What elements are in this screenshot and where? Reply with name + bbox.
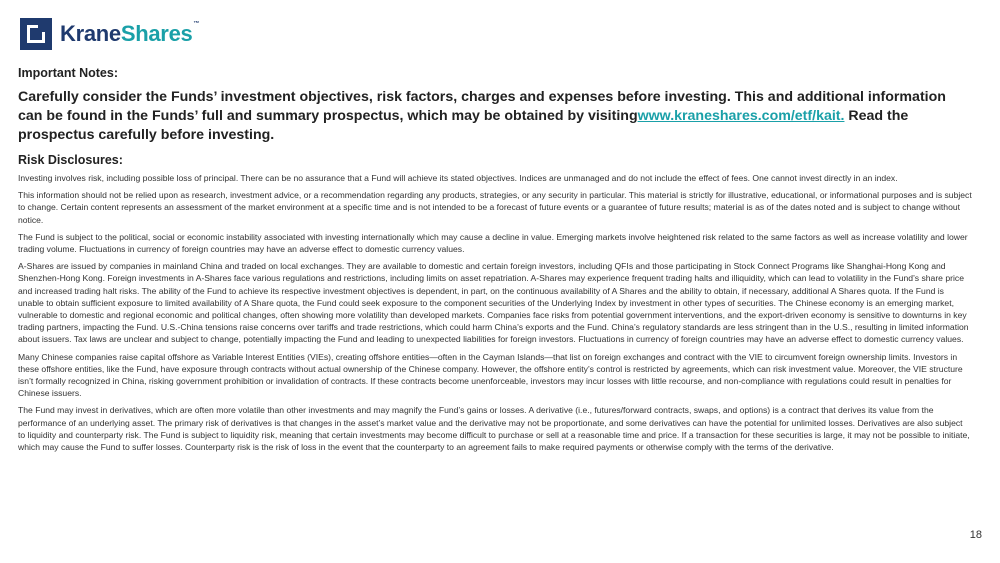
risk-paragraph: The Fund may invest in derivatives, which are often more volatile than other investments and may magnify the Fund’s gains or losses. A derivative (i.e., futures/forward contracts, swaps, and options) is a contract that derives its value from the performance of an underlying asset. The primary risk of derivatives is that changes in the asset’s market value and the derivative may not be proportionate, and some derivatives can have the potential for unlimited losses. Derivatives are also subject to liquidity and counterparty risk. The Fund is subject to liquidity risk, meaning that certain investments may become difficult to purchase or sell at a reasonable time and price. If a transaction for these securities is large, it may not be possible to initiate, which may cause the Fund to suffer losses. Counterparty risk is the risk of loss in the event that the counterparty to an agreement fails to make required payments or otherwise comply with the terms of the derivative. [18, 405, 970, 453]
warning-text-before-link: Carefully consider the Funds’ investment objectives, risk factors, charges and expenses before investing. This and additional information can be found in the Funds’ full and summary prospectus, which may be obtained by visiting [18, 89, 946, 124]
logo-wordmark [60, 21, 199, 47]
logo-brand-part2: Shares [120, 21, 193, 46]
logo [20, 18, 199, 50]
risk-paragraph: Many Chinese companies raise capital offshore as Variable Interest Entities (VIEs), creating offshore entities—often in the Cayman Islands—that list on foreign exchanges and contract with the VIE to circumvent foreign ownership limits. Investors in these offshore entities, like the Fund, have exposure through contracts without actual ownership of the Chinese company. However, the offshore entity’s control is restricted by agreements, which can risk investment value. Moreover, the VIE structure isn’t formally recognized in China, risking government prohibition or invalidation of contracts. If these contracts become unenforceable, investors may incur losses with little recourse, and non-compliance with regulations could result in penalties for Chinese issuers. [18, 351, 963, 399]
kraneshares-logo-icon [20, 18, 52, 50]
prospectus-link[interactable]: www.kraneshares.com/etf/kait. [637, 108, 845, 124]
risk-disclosures-title: Risk Disclosures: [18, 153, 123, 167]
risk-paragraph: The Fund is subject to the political, social or economic instability associated with investing internationally which may cause a decline in value. Emerging markets involve heightened risk related to the same factors as well as increase volatility and lower trading volume. Fluctuations in currency of foreign countries may have an adverse effect to domestic currency values. [18, 231, 968, 255]
disclosure-content [18, 66, 972, 458]
logo-brand-part1: Krane [60, 21, 121, 46]
risk-paragraph: A-Shares are issued by companies in mainland China and traded on local exchanges. They are available to domestic and certain foreign investors, including QFIs and those participating in Stock Connect Programs like Shanghai-Hong Kong and Shenzhen-Hong Kong. Foreign investments in A-Shares face various regulations and restrictions, including limits on asset repatriation. A-Shares may experience frequent trading halts and illiquidity, which can lead to volatility in the Fund’s share price and increased trading halt risks. The ability of the Fund to achieve its respective investment objectives is dependent, in part, on the continuous availability of A Shares and the ability to obtain, if necessary, additional A Shares quota. If the Fund is unable to obtain sufficient exposure to limited availability of A Share quota, the Fund could seek exposure to the component securities of the Underlying Index by investment in other types of securities. The Chinese economy is an emerging market, vulnerable to domestic and regional economic and political changes, often showing more volatility than developed markets. Companies face risks from potential government interventions, and the export-driven economy is sensitive to downturns in key trading partners, impacting the Fund. U.S.-China tensions raise concerns over tariffs and trade restrictions, which could harm China’s exports and the Fund. China’s regulatory standards are less stringent than in the U.S., resulting in limited information about issuers. Tax laws are unclear and subject to change, potentially impacting the Fund and leading to unexpected liabilities for foreign investors. Fluctuations in currency of foreign countries may have an adverse effect to domestic currency values. [18, 261, 969, 345]
prospectus-warning [18, 88, 972, 145]
page-number: 18 [969, 529, 982, 541]
risk-paragraph: Investing involves risk, including possible loss of principal. There can be no assurance that a Fund will achieve its stated objectives. Indices are unmanaged and do not include the effect of fees. One cannot invest directly in an index. [18, 173, 898, 183]
logo-trademark: ™ [193, 21, 200, 27]
warning-text-after-link: Read the prospectus carefully before investing. [18, 108, 909, 143]
risk-paragraph: This information should not be relied upon as research, investment advice, or a recommendation regarding any products, strategies, or any security in particular. This material is strictly for illustrative, educational, or informational purposes and is subject to change. Certain content represents an assessment of the market environment at a specific time and is not intended to be a forecast of future events or a guarantee of future results; material is as of the dates noted and is subject to change without notice. [18, 190, 972, 225]
important-notes-title: Important Notes: [18, 66, 118, 80]
